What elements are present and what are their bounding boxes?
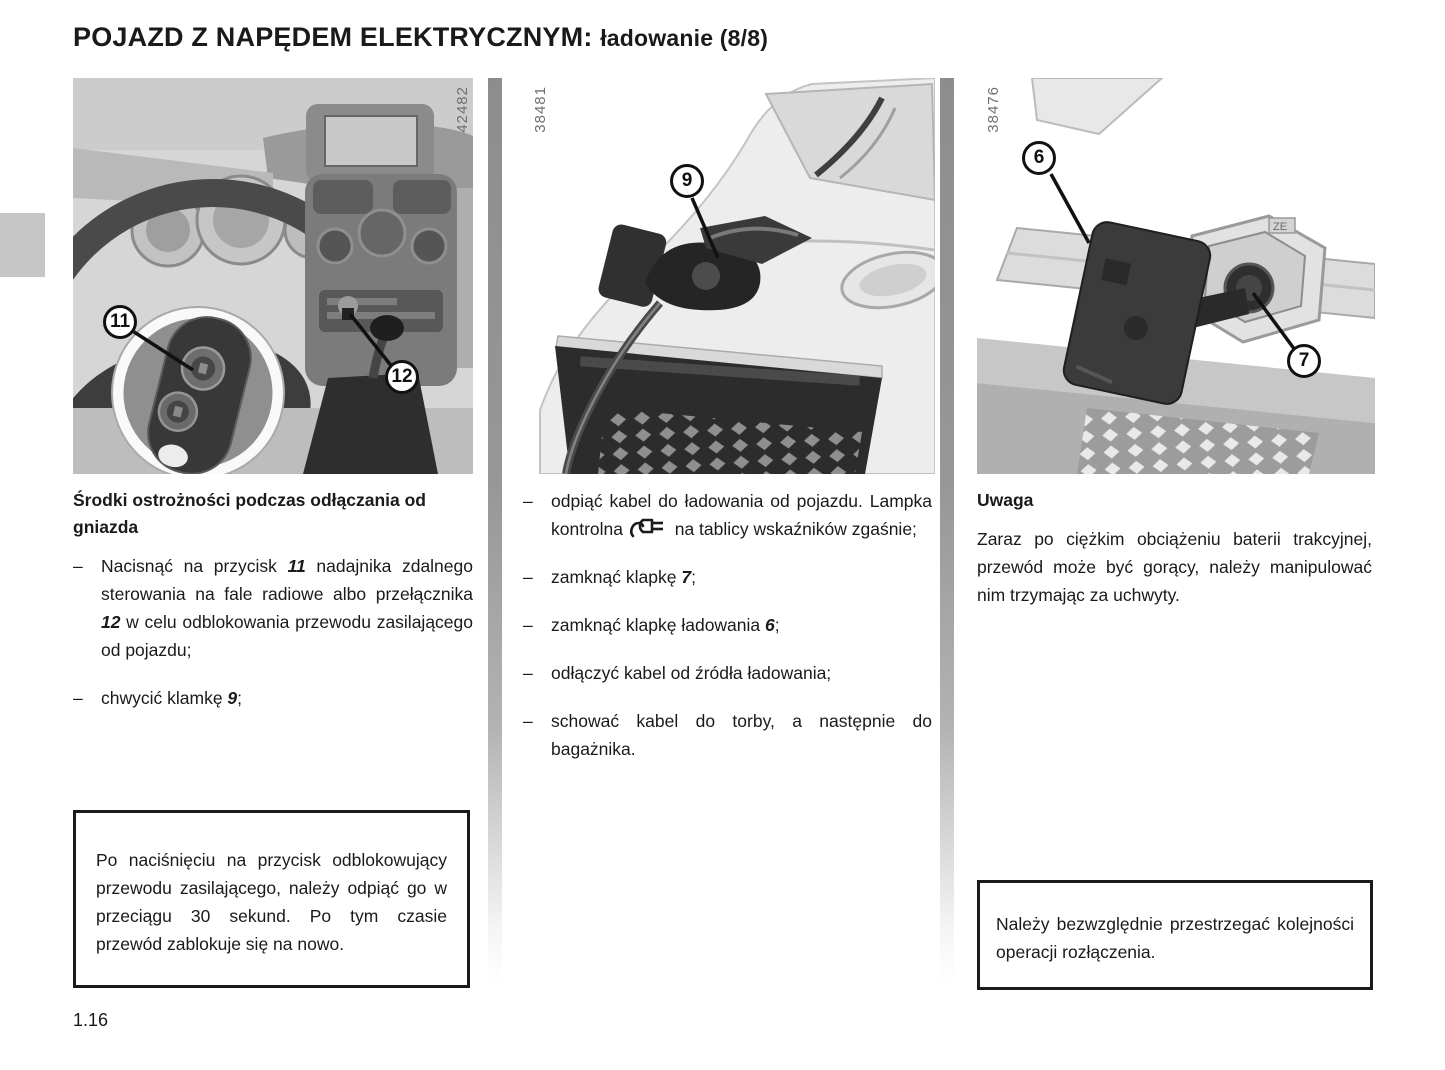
figure-number: 38476 [985, 86, 1002, 133]
car-front-charging-illustration [510, 78, 935, 474]
callout-12: 12 [385, 360, 419, 394]
page-title-sub: ładowanie (8/8) [600, 25, 769, 51]
figure-charging-cable [510, 78, 935, 474]
page-title-main: POJAZD Z NAPĘDEM ELEKTRYCZNYM: [73, 22, 593, 52]
note-heading: Uwaga [977, 490, 1034, 510]
bullet-dash: – [523, 491, 533, 511]
bullet-dash: – [523, 711, 533, 731]
dashboard-illustration [73, 78, 473, 474]
callout-7: 7 [1287, 344, 1321, 378]
figure-charging-flap [977, 78, 1375, 474]
page-title [73, 22, 768, 53]
figure-number: 38481 [532, 86, 549, 133]
left-bullet-list [73, 552, 473, 712]
plug-indicator-icon [630, 515, 668, 539]
bullet-item: – odpiąć kabel do ładowania od pojazdu. Lampka kontrolna na tablicy wskaźników zgaśnie; [523, 487, 932, 543]
bullet-item: – odłączyć kabel od źródła ładowania; [523, 659, 932, 687]
bullet-item: – chwycić klamkę 9; [73, 684, 473, 712]
figure-dashboard [73, 78, 473, 474]
left-column-text [73, 487, 473, 712]
column-middle [510, 78, 935, 783]
charging-port-illustration [977, 78, 1375, 474]
warning-box-unlock-timeout: Po naciśnięciu na przycisk odblokowujący przewodu zasilającego, należy odpiąć go w przeciągu 30 sekund. Po tym czasie przewód zablokuje się na nowo. [73, 810, 470, 988]
note-paragraph: Zaraz po ciężkim obciążeniu baterii trakcyjnej, przewód może być gorący, należy manipulować nim trzymając za uchwyty. [977, 529, 1372, 605]
middle-bullet-list [523, 487, 932, 763]
callout-11: 11 [103, 305, 137, 339]
bullet-dash: – [523, 615, 533, 635]
right-column-text [977, 487, 1375, 609]
figure-number: 42482 [454, 86, 471, 133]
warning-box-sequence: Należy bezwzględnie przestrzegać kolejności operacji rozłączenia. [977, 880, 1373, 990]
column-separator [940, 78, 954, 983]
svg-text:ZE: ZE [1273, 221, 1288, 233]
left-heading: Środki ostrożności podczas odłączania od gniazda [73, 490, 426, 537]
column-left [73, 78, 473, 732]
bullet-dash: – [523, 663, 533, 683]
page-number: 1.16 [73, 1010, 109, 1030]
bullet-dash: – [73, 556, 83, 576]
column-separator [488, 78, 502, 983]
callout-9: 9 [670, 164, 704, 198]
section-tab-marker [0, 213, 45, 277]
callout-6: 6 [1022, 141, 1056, 175]
bullet-dash: – [523, 567, 533, 587]
bullet-item: – schować kabel do torby, a następnie do bagażnika. [523, 707, 932, 763]
column-right [977, 78, 1375, 609]
bullet-item: – zamknąć klapkę 7; [523, 563, 932, 591]
bullet-item: – Nacisnąć na przycisk 11 nadajnika zdalnego sterowania na fale radiowe albo przełącznika 12 w celu odblokowania przewodu zasilającego od pojazdu; [73, 552, 473, 664]
bullet-item: – zamknąć klapkę ładowania 6; [523, 611, 932, 639]
bullet-dash: – [73, 688, 83, 708]
middle-column-text [510, 487, 935, 763]
